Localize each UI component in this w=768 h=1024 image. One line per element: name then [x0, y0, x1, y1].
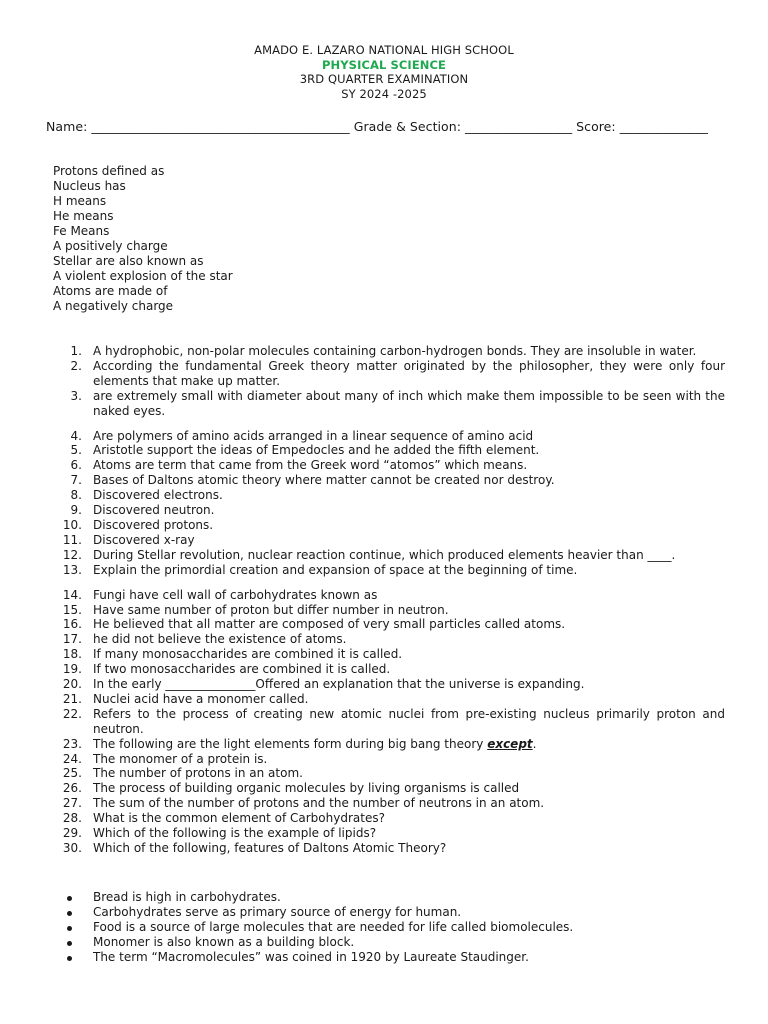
bullet-icon [67, 956, 72, 961]
question-number: 10. [62, 517, 82, 532]
term-item: Protons defined as [53, 164, 165, 178]
statement-text: Monomer is also known as a building block. [93, 935, 355, 949]
question-number: 23. [62, 736, 82, 751]
question-item [60, 548, 725, 563]
question-item [60, 692, 725, 707]
question-emphasis: except [487, 736, 533, 751]
question-item [60, 647, 725, 662]
question-item [60, 458, 725, 473]
question-number: 16. [62, 617, 82, 632]
question-number: 29. [62, 826, 82, 841]
name-label: Name: [46, 119, 88, 134]
question-number: 21. [62, 691, 82, 706]
question-text: If two monosaccharides are combined it is called. [93, 662, 391, 677]
bullet-icon [67, 911, 72, 916]
question-text: Discovered x-ray [93, 532, 195, 547]
question-text: Which of the following is the example of lipids? [93, 826, 377, 841]
term-item: He means [53, 209, 114, 223]
statement-item [62, 935, 722, 950]
question-number: 7. [70, 473, 82, 488]
question-text: During Stellar revolution, nuclear reaction continue, which produced elements heavier than ____. [93, 547, 676, 562]
question-text: Discovered neutron. [93, 503, 215, 518]
question-text: he did not believe the existence of atoms. [93, 632, 347, 647]
question-item [60, 617, 725, 632]
question-text: Are polymers of amino acids arranged in a linear sequence of amino acid [93, 428, 534, 443]
name-blank: _________________________________________ [91, 119, 350, 134]
question-number: 13. [62, 562, 82, 577]
question-number: 17. [62, 632, 82, 647]
question-item [60, 488, 725, 503]
statement-text: Food is a source of large molecules that are needed for life called biomolecules. [93, 920, 574, 934]
question-text: Discovered protons. [93, 517, 214, 532]
score-blank: ______________ [619, 119, 708, 134]
question-item [60, 518, 725, 533]
question-item [60, 811, 725, 826]
question-text: Which of the following, features of Daltons Atomic Theory? [93, 841, 447, 855]
question-number: 9. [70, 503, 82, 518]
question-item [60, 677, 725, 692]
question-item [60, 503, 725, 518]
term-item: H means [53, 194, 107, 208]
question-text: The sum of the number of protons and the number of neutrons in an atom. [93, 796, 545, 811]
term-item: A negatively charge [53, 299, 174, 313]
question-number: 26. [62, 781, 82, 796]
question-item [60, 389, 725, 419]
question-number: 22. [62, 706, 82, 721]
question-text: Have same number of proton but differ number in neutron. [93, 602, 449, 617]
question-text: are extremely small with diameter about many of inch which make them impossible to be seen with the naked eyes. [93, 388, 725, 418]
question-text: What is the common element of Carbohydrates? [93, 811, 385, 826]
school-name: AMADO E. LAZARO NATIONAL HIGH SCHOOL [254, 43, 514, 57]
question-item [60, 443, 725, 458]
question-item [60, 841, 725, 856]
question-item [60, 826, 725, 841]
question-number: 15. [62, 602, 82, 617]
term-item: Atoms are made of [53, 284, 168, 298]
question-text: The number of protons in an atom. [93, 766, 303, 781]
question-number: 3. [70, 388, 82, 403]
grade-section-blank: _________________ [465, 119, 573, 134]
statement-text: Carbohydrates serve as primary source of energy for human. [93, 905, 462, 919]
exam-header [0, 43, 768, 101]
question-item [60, 752, 725, 767]
question-text: A hydrophobic, non-polar molecules containing carbon-hydrogen bonds. They are insoluble in water. [93, 344, 697, 358]
question-number: 4. [70, 428, 82, 443]
question-text: Aristotle support the ideas of Empedocles and he added the fifth element. [93, 443, 540, 458]
question-text: Refers to the process of creating new atomic nuclei from pre-existing nucleus primarily proton and neutron. [93, 706, 725, 736]
statements-list [62, 890, 722, 965]
statement-item [62, 890, 722, 905]
question-item [60, 533, 725, 548]
question-item [60, 707, 725, 737]
question-text: Nuclei acid have a monomer called. [93, 691, 309, 706]
question-number: 8. [70, 488, 82, 503]
question-item [60, 588, 725, 603]
question-item [60, 781, 725, 796]
question-number: 2. [70, 358, 82, 373]
question-item [60, 603, 725, 618]
question-number: 24. [62, 751, 82, 766]
question-item [60, 737, 725, 752]
question-text: He believed that all matter are composed of very small particles called atoms. [93, 617, 566, 632]
question-number: 30. [62, 841, 82, 855]
question-text: Discovered electrons. [93, 488, 223, 503]
question-item [60, 563, 725, 578]
question-number: 28. [62, 811, 82, 826]
question-text: If many monosaccharides are combined it is called. [93, 647, 403, 662]
term-item: A violent explosion of the star [53, 269, 233, 283]
bullet-icon [67, 941, 72, 946]
term-item: Fe Means [53, 224, 110, 238]
question-number: 18. [62, 647, 82, 662]
question-number: 1. [70, 344, 82, 358]
question-text: According the fundamental Greek theory matter originated by the philosopher, they were only four elements that make up matter. [93, 358, 725, 388]
question-item [60, 473, 725, 488]
bullet-icon [67, 896, 72, 901]
question-item [60, 766, 725, 781]
question-text: The process of building organic molecules by living organisms is called [93, 781, 520, 796]
question-text: Fungi have cell wall of carbohydrates known as [93, 587, 378, 602]
question-number: 19. [62, 662, 82, 677]
grade-section-label: Grade & Section: [353, 119, 461, 134]
question-item [60, 632, 725, 647]
term-item: Nucleus has [53, 179, 126, 193]
term-item: A positively charge [53, 239, 168, 253]
terms-list [53, 164, 233, 314]
question-text: Explain the primordial creation and expansion of space at the beginning of time. [93, 562, 578, 577]
score-label: Score: [576, 119, 616, 134]
question-item [60, 796, 725, 811]
question-text: In the early _______________Offered an explanation that the universe is expanding. [93, 677, 585, 692]
statement-text: The term “Macromolecules” was coined in 1920 by Laureate Staudinger. [93, 950, 529, 964]
school-year: SY 2024 -2025 [341, 86, 427, 101]
bullet-icon [67, 926, 72, 931]
question-item [60, 344, 725, 359]
question-text: Bases of Daltons atomic theory where matter cannot be created nor destroy. [93, 473, 555, 488]
question-text: The monomer of a protein is. [93, 751, 268, 766]
question-number: 14. [62, 587, 82, 602]
question-number: 6. [70, 458, 82, 473]
statement-item [62, 905, 722, 920]
student-info-line [46, 119, 726, 134]
question-number: 27. [62, 796, 82, 811]
question-item [60, 359, 725, 389]
question-number: 5. [70, 443, 82, 458]
term-item: Stellar are also known as [53, 254, 204, 268]
question-text: Atoms are term that came from the Greek word “atomos” which means. [93, 458, 528, 473]
statement-text: Bread is high in carbohydrates. [93, 890, 281, 904]
question-number: 11. [62, 532, 82, 547]
question-number: 25. [62, 766, 82, 781]
question-number: 12. [62, 547, 82, 562]
question-item [60, 429, 725, 444]
question-suffix: . [532, 736, 537, 751]
exam-title: 3RD QUARTER EXAMINATION [299, 72, 469, 86]
question-number: 20. [62, 677, 82, 692]
questions-list [60, 344, 725, 856]
statement-item [62, 950, 722, 965]
subject-title: PHYSICAL SCIENCE [322, 57, 446, 72]
statement-item [62, 920, 722, 935]
question-text: The following are the light elements form during big bang theory [93, 736, 488, 751]
question-item [60, 662, 725, 677]
